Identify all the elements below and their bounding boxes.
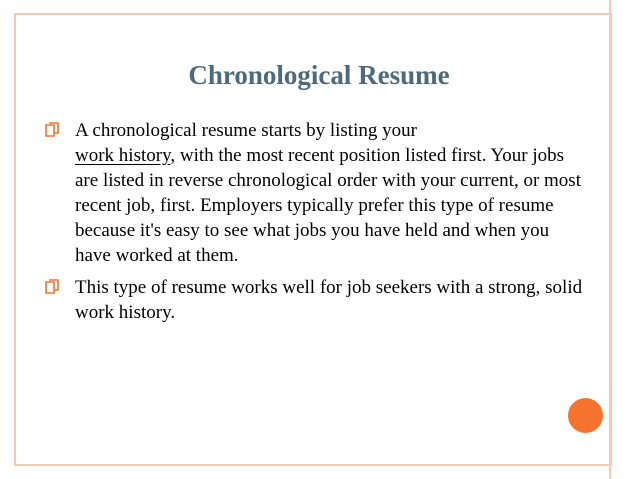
- bullet-item-1: [44, 118, 584, 268]
- accent-circle: [568, 398, 603, 433]
- hollow-square-bullet-icon: [44, 122, 60, 138]
- bullet-2-text: This type of resume works well for job seekers with a strong, solid work history.: [75, 277, 583, 323]
- bullet-1-text-after: , with the most recent position listed first. Your jobs are listed in reverse chronological order with your current, or most recent job, first. Employers typically prefer this type of resume because it's easy to see what jobs you have held and when you have worked at them.: [75, 145, 581, 266]
- bullet-list: [44, 118, 584, 332]
- bullet-item-2: [44, 275, 584, 325]
- bullet-1-text-before: A chronological resume starts by listing your: [75, 120, 417, 141]
- slide-title: Chronological Resume: [188, 60, 450, 90]
- work-history-link[interactable]: work history: [75, 145, 171, 166]
- hollow-square-bullet-icon: [44, 279, 60, 295]
